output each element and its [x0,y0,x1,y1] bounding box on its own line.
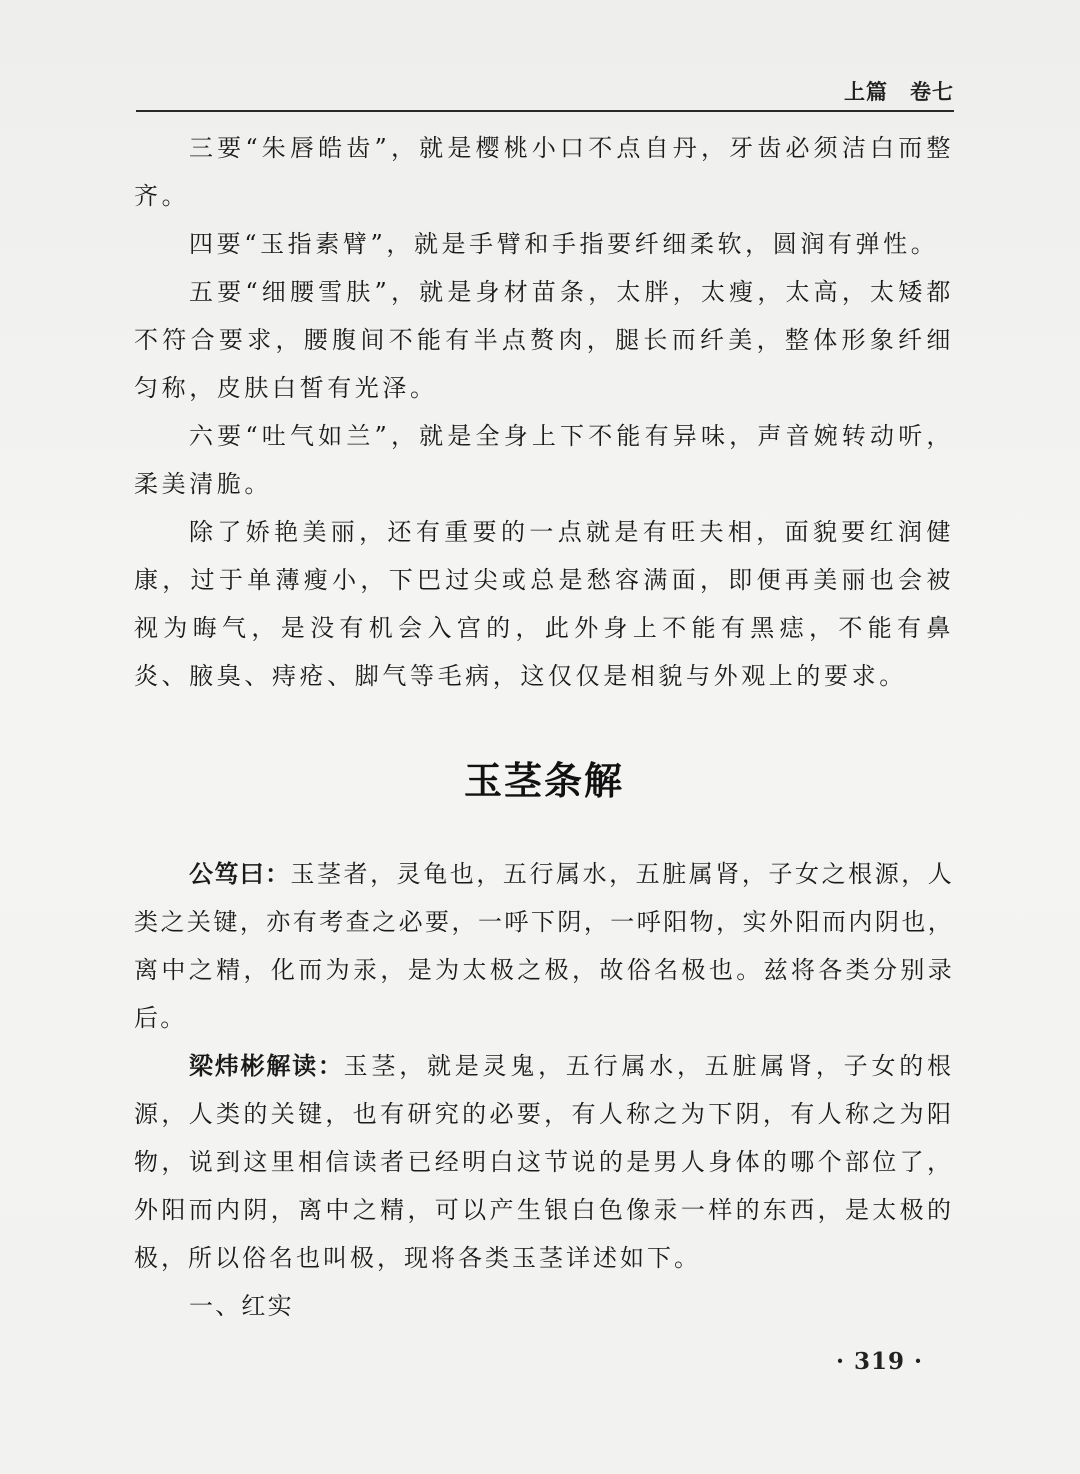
subheading-red-solid: 一、红实 [189,1292,294,1320]
original-text-lead: 公笃曰： [189,860,291,888]
paragraph-orchid-breath: 六要“吐气如兰”，就是全身上下不能有异味，声音婉转动听，柔美清脆。 [134,422,954,498]
section-title: 玉茎条解 [463,758,624,803]
running-head-text: 上篇 卷七 [844,80,954,104]
interpretation-body: 玉茎，就是灵鬼，五行属水，五脏属肾，子女的根源，人类的关键，也有研究的必要，有人称之为下阴，有人称之为阳物，说到这里相信读者已经明白这节说的是男人身体的哪个部位了，外阳而内阴，离中之精，可以产生银白色像汞一样的东西，是太极的极，所以俗名也叫极，现将各类玉茎详述如下。 [134,1052,955,1272]
paragraph-red-lips: 三要“朱唇皓齿”，就是樱桃小口不点自丹，牙齿必须洁白而整齐。 [134,134,954,210]
paragraph-slim-waist: 五要“细腰雪肤”，就是身材苗条，太胖，太瘦，太高，太矮都不符合要求，腰腹间不能有半点赘肉，腿长而纤美，整体形象纤细匀称，皮肤白皙有光泽。 [134,278,954,402]
upper-text-block [134,124,954,700]
interpretation-paragraph [134,1042,954,1282]
paragraph-prosperity-face: 除了娇艳美丽，还有重要的一点就是有旺夫相，面貌要红润健康，过于单薄瘦小，下巴过尖或总是愁容满面，即便再美丽也会被视为晦气，是没有机会入宫的，此外身上不能有黑痣，不能有鼻炎、腋臭、痔疮、脚气等毛病，这仅仅是相貌与外观上的要求。 [134,518,954,690]
original-text-paragraph [134,850,954,1042]
original-text-body: 玉茎者，灵龟也，五行属水，五脏属肾，子女之根源，人类之关键，亦有考查之必要，一呼下阴，一呼阳物，实外阳而内阴也，离中之精，化而为汞，是为太极之极，故俗名极也。兹将各类分别录后。 [134,860,955,1032]
lower-text-block [134,850,954,1330]
page-number: · 319 · [836,1348,924,1375]
interpretation-lead: 梁炜彬解读： [189,1052,344,1080]
running-head [136,76,954,112]
paragraph-jade-fingers: 四要“玉指素臂”，就是手臂和手指要纤细柔软，圆润有弹性。 [189,230,939,258]
